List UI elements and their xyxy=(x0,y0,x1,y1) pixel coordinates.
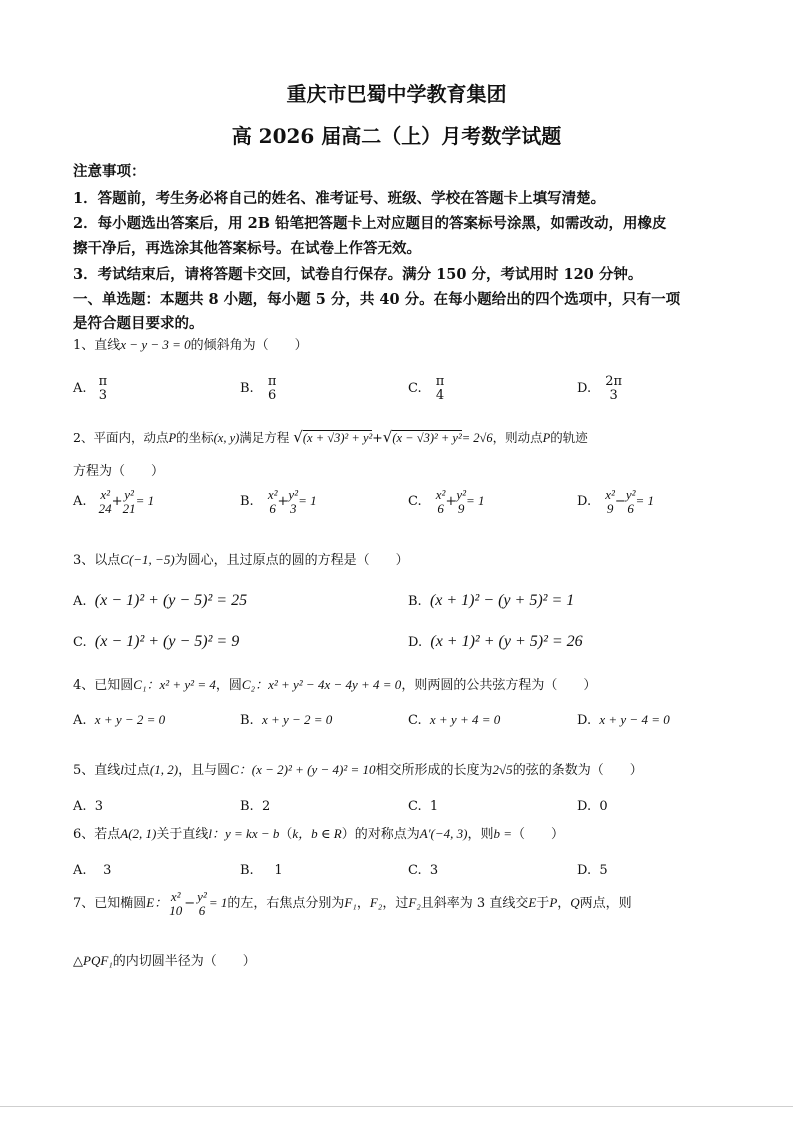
q1-option-d[interactable] xyxy=(577,375,622,402)
q2-var-p: P xyxy=(542,431,551,445)
q5-text: 5、直线 xyxy=(73,763,121,778)
q2-text: 的坐标 xyxy=(176,430,214,445)
q1-option-b[interactable] xyxy=(240,375,276,402)
denominator: 9 xyxy=(606,500,614,516)
q5-line: l xyxy=(120,762,124,777)
q2-radicand-2: (x − √3)² + y² xyxy=(392,431,462,445)
q2-coord: (x, y) xyxy=(213,431,240,445)
q4-option-a[interactable] xyxy=(73,712,165,728)
option-label: B. xyxy=(240,381,254,397)
option-label: B. xyxy=(240,863,254,878)
operator: − xyxy=(614,494,626,510)
fraction xyxy=(605,488,615,515)
question-1 xyxy=(73,334,308,353)
q6-text: ，则 xyxy=(467,827,494,842)
numerator: π xyxy=(98,374,108,389)
q4-option-b[interactable] xyxy=(240,712,332,728)
q2-text: ，则动点 xyxy=(492,430,543,445)
note-2b: 擦干净后，再选涂其他答案标号。在试卷上作答无效。 xyxy=(73,240,421,257)
q6-params: k，b ∈ R xyxy=(292,826,342,841)
note-2a: 2．每小题选出答案后，用 2B 铅笔把答题卡上对应题目的答案标号涂黑，如需改动，用橡皮 xyxy=(73,215,667,232)
option-label: C. xyxy=(73,635,87,650)
fraction xyxy=(99,488,112,515)
rhs: = 1 xyxy=(298,493,317,509)
option-label: B. xyxy=(240,799,254,814)
q7-triangle: △PQF₁ xyxy=(73,953,113,968)
q1-prefix: 1、直线 xyxy=(73,338,121,353)
q7-text: 于 xyxy=(536,896,550,912)
numerator: π xyxy=(435,374,445,389)
option-label: D. xyxy=(577,494,592,510)
numerator: π xyxy=(267,374,277,389)
option-value: 2 xyxy=(261,799,271,814)
q2-line-2: 方程为（ ） xyxy=(73,464,165,479)
numerator: y² xyxy=(197,889,207,904)
q5-text: 相交所形成的长度为 xyxy=(375,763,493,778)
q2-plus: + xyxy=(372,430,383,445)
denominator: 6 xyxy=(267,387,277,403)
fraction xyxy=(436,488,446,515)
option-equation: x + y − 2 = 0 xyxy=(261,712,333,727)
fraction xyxy=(123,488,136,515)
numerator: x² xyxy=(267,487,278,502)
operator: + xyxy=(445,494,457,510)
option-label: C. xyxy=(408,713,422,728)
q5-option-c[interactable] xyxy=(408,799,438,814)
option-label: A. xyxy=(73,799,87,814)
numerator: y² xyxy=(288,487,299,502)
q3-option-a[interactable] xyxy=(73,592,247,610)
q5-option-b[interactable] xyxy=(240,799,270,814)
radical-sign: √ xyxy=(293,428,303,446)
q5-circle: C： xyxy=(230,762,252,777)
question-3 xyxy=(73,549,409,568)
q3-center: C(−1, −5) xyxy=(120,552,175,567)
option-label: D. xyxy=(577,799,592,814)
denominator: 6 xyxy=(198,902,206,918)
option-label: C. xyxy=(408,381,422,397)
fraction xyxy=(436,375,445,402)
q7-sep: ， xyxy=(356,896,370,912)
q4-option-d[interactable] xyxy=(577,712,670,728)
option-value: 1 xyxy=(429,799,439,814)
q6-option-d[interactable] xyxy=(577,863,608,878)
q4-circle-1: C₁：x² + y² = 4 xyxy=(133,677,216,692)
question-7-line-2 xyxy=(73,950,256,969)
q2-rhs: = 2√6 xyxy=(461,431,493,445)
q7-point-q: Q xyxy=(570,895,580,911)
option-label: A. xyxy=(73,863,87,878)
option-label: C. xyxy=(408,494,422,510)
q2-option-a[interactable] xyxy=(73,488,154,515)
q2-text: 的轨迹 xyxy=(550,430,588,445)
note-1: 1．答题前，考生务必将自己的姓名、准考证号、班级、学校在答题卡上填写清楚。 xyxy=(73,190,606,207)
option-label: B. xyxy=(240,713,254,728)
q5-length: 2√5 xyxy=(492,762,513,777)
q7-text: 的内切圆半径为（ ） xyxy=(112,954,256,969)
page-bottom-divider xyxy=(0,1106,793,1107)
numerator: y² xyxy=(625,487,636,502)
denominator: 4 xyxy=(435,387,445,403)
option-equation: x + y − 2 = 0 xyxy=(94,712,166,727)
option-label: C. xyxy=(408,799,422,814)
option-label: A. xyxy=(73,713,87,728)
operator: − xyxy=(184,896,196,912)
option-label: A. xyxy=(73,594,87,609)
option-label: D. xyxy=(577,381,592,397)
q6-var-b: b = xyxy=(493,826,513,841)
q3-option-b[interactable] xyxy=(408,592,574,610)
q2-option-b[interactable] xyxy=(240,488,317,515)
denominator: 6 xyxy=(269,500,276,516)
q7-text: 7、已知椭圆 xyxy=(73,896,147,912)
q6-text: （ xyxy=(279,827,293,842)
numerator: x² xyxy=(100,487,110,502)
q7-text: ，过 xyxy=(382,896,409,912)
q3-option-c[interactable] xyxy=(73,633,239,651)
q5-text: 的弦的条数为（ ） xyxy=(512,763,643,778)
option-equation: x + y + 4 = 0 xyxy=(429,712,501,727)
option-value: 3 xyxy=(94,799,104,814)
question-2 xyxy=(73,428,588,446)
option-label: A. xyxy=(73,381,87,397)
q7-ellipse: E： xyxy=(146,895,168,911)
rhs: = 1 xyxy=(135,493,155,509)
fraction xyxy=(268,375,277,402)
q7-f2: F₂ xyxy=(369,895,383,911)
q4-text: 4、已知圆 xyxy=(73,678,134,693)
option-value: 0 xyxy=(599,799,608,814)
q7-f2: F₂ xyxy=(408,895,421,911)
option-value: 5 xyxy=(599,863,608,878)
rhs: = 1 xyxy=(635,493,655,509)
numerator: y² xyxy=(456,487,467,502)
denominator: 3 xyxy=(609,387,618,403)
q7-f1: F₁ xyxy=(344,895,357,911)
fraction xyxy=(288,488,298,515)
option-label: C. xyxy=(408,863,422,878)
operator: + xyxy=(111,494,123,510)
denominator: 9 xyxy=(457,500,465,516)
q2-text: 2、平面内，动点 xyxy=(73,430,169,445)
numerator: y² xyxy=(124,487,134,502)
notes-heading: 注意事项： xyxy=(73,163,146,180)
q5-option-d[interactable] xyxy=(577,799,608,814)
section-1-header-b: 是符合题目要求的。 xyxy=(73,315,204,332)
fraction xyxy=(169,890,182,917)
q4-text: ，则两圆的公共弦方程为（ ） xyxy=(401,678,597,693)
q4-text: ，圆 xyxy=(215,678,242,693)
fraction xyxy=(268,488,278,515)
school-title: 重庆市巴蜀中学教育集团 xyxy=(286,82,507,106)
q7-point-p: P xyxy=(549,895,558,911)
q6-option-b[interactable] xyxy=(240,863,283,878)
q2-option-d[interactable] xyxy=(577,488,654,515)
q7-ellipse-ref: E xyxy=(528,895,537,911)
q2-option-c[interactable] xyxy=(408,488,485,515)
denominator: 3 xyxy=(98,387,108,403)
q7-text: 的左，右焦点分别为 xyxy=(227,896,345,912)
numerator: x² xyxy=(435,487,446,502)
question-6 xyxy=(73,823,564,842)
section-1-header-a: 一、单选题：本题共 8 小题，每小题 5 分，共 40 分。在每小题给出的四个选项中，只有一项 xyxy=(73,291,681,308)
q7-rhs: = 1 xyxy=(208,895,228,911)
option-value: 3 xyxy=(103,863,112,878)
option-label: B. xyxy=(240,494,254,510)
option-equation: x + y − 4 = 0 xyxy=(599,712,670,727)
denominator: 6 xyxy=(627,500,634,516)
fraction xyxy=(605,375,622,402)
q6-point-a: A(2, 1) xyxy=(120,826,157,841)
denominator: 6 xyxy=(437,500,444,516)
q1-suffix: 的倾斜角为（ ） xyxy=(190,338,308,353)
q6-text: ）的对称点为 xyxy=(341,827,420,842)
note-3: 3．考试结束后，请将答题卡交回，试卷自行保存。满分 150 分，考试用时 120 分钟。 xyxy=(73,266,643,283)
q5-point: (1, 2) xyxy=(149,762,179,777)
option-value: 3 xyxy=(429,863,439,878)
q5-equation: (x − 2)² + (y − 4)² = 10 xyxy=(251,762,376,777)
option-equation: (x + 1)² − (y + 5)² = 1 xyxy=(429,592,575,609)
denominator: 3 xyxy=(289,500,297,516)
q6-point-a-prime: A′(−4, 3) xyxy=(419,826,468,841)
q5-text: ，且与圆 xyxy=(178,763,231,778)
fraction xyxy=(99,375,108,402)
fraction xyxy=(197,890,207,917)
q4-option-c[interactable] xyxy=(408,712,500,728)
denominator: 24 xyxy=(98,500,112,516)
operator: + xyxy=(277,494,289,510)
q2-text: 满足方程 xyxy=(239,430,290,445)
q7-text: 两点，则 xyxy=(579,896,632,912)
q3-option-d[interactable] xyxy=(408,633,583,651)
q6-option-c[interactable] xyxy=(408,863,438,878)
question-5 xyxy=(73,759,643,778)
q1-option-c[interactable] xyxy=(408,375,444,402)
q1-option-a[interactable] xyxy=(73,375,107,402)
q6-text: 6、若点 xyxy=(73,827,121,842)
rhs: = 1 xyxy=(466,493,485,509)
denominator: 21 xyxy=(122,500,136,516)
option-label: D. xyxy=(577,713,592,728)
q3-text: 3、以点 xyxy=(73,553,121,568)
q2-radicand-1: (x + √3)² + y² xyxy=(302,431,373,445)
numerator: x² xyxy=(170,889,181,904)
option-equation: (x − 1)² + (y − 5)² = 25 xyxy=(94,592,248,609)
q2-var-p: P xyxy=(168,431,177,445)
option-label: D. xyxy=(408,635,423,650)
q6-option-a[interactable] xyxy=(73,863,111,878)
q6-line: l：y = kx − b xyxy=(208,826,280,841)
option-label: A. xyxy=(73,494,87,510)
q5-text: 过点 xyxy=(123,763,150,778)
q4-circle-2: C₂：x² + y² − 4x − 4y + 4 = 0 xyxy=(241,677,402,692)
q7-sep: ， xyxy=(557,896,571,912)
numerator: 2π xyxy=(605,374,623,389)
q6-text: 关于直线 xyxy=(156,827,209,842)
q3-text: 为圆心，且过原点的圆的方程是（ ） xyxy=(174,553,409,568)
denominator: 10 xyxy=(169,902,183,918)
question-7 xyxy=(73,890,632,917)
option-label: D. xyxy=(577,863,592,878)
option-equation: (x − 1)² + (y − 5)² = 9 xyxy=(94,633,240,650)
option-label: B. xyxy=(408,594,422,609)
option-value: 1 xyxy=(274,863,283,878)
q5-option-a[interactable] xyxy=(73,799,103,814)
q1-equation: x − y − 3 = 0 xyxy=(120,337,191,352)
q7-text: 且斜率为 3 直线交 xyxy=(420,896,529,912)
q6-text: （ ） xyxy=(512,827,565,842)
numerator: x² xyxy=(605,487,615,502)
radical-sign: √ xyxy=(382,428,393,446)
option-equation: (x + 1)² + (y + 5)² = 26 xyxy=(430,633,583,650)
question-4 xyxy=(73,674,596,693)
fraction xyxy=(456,488,466,515)
exam-title: 高 2026 届高二（上）月考数学试题 xyxy=(231,124,562,148)
